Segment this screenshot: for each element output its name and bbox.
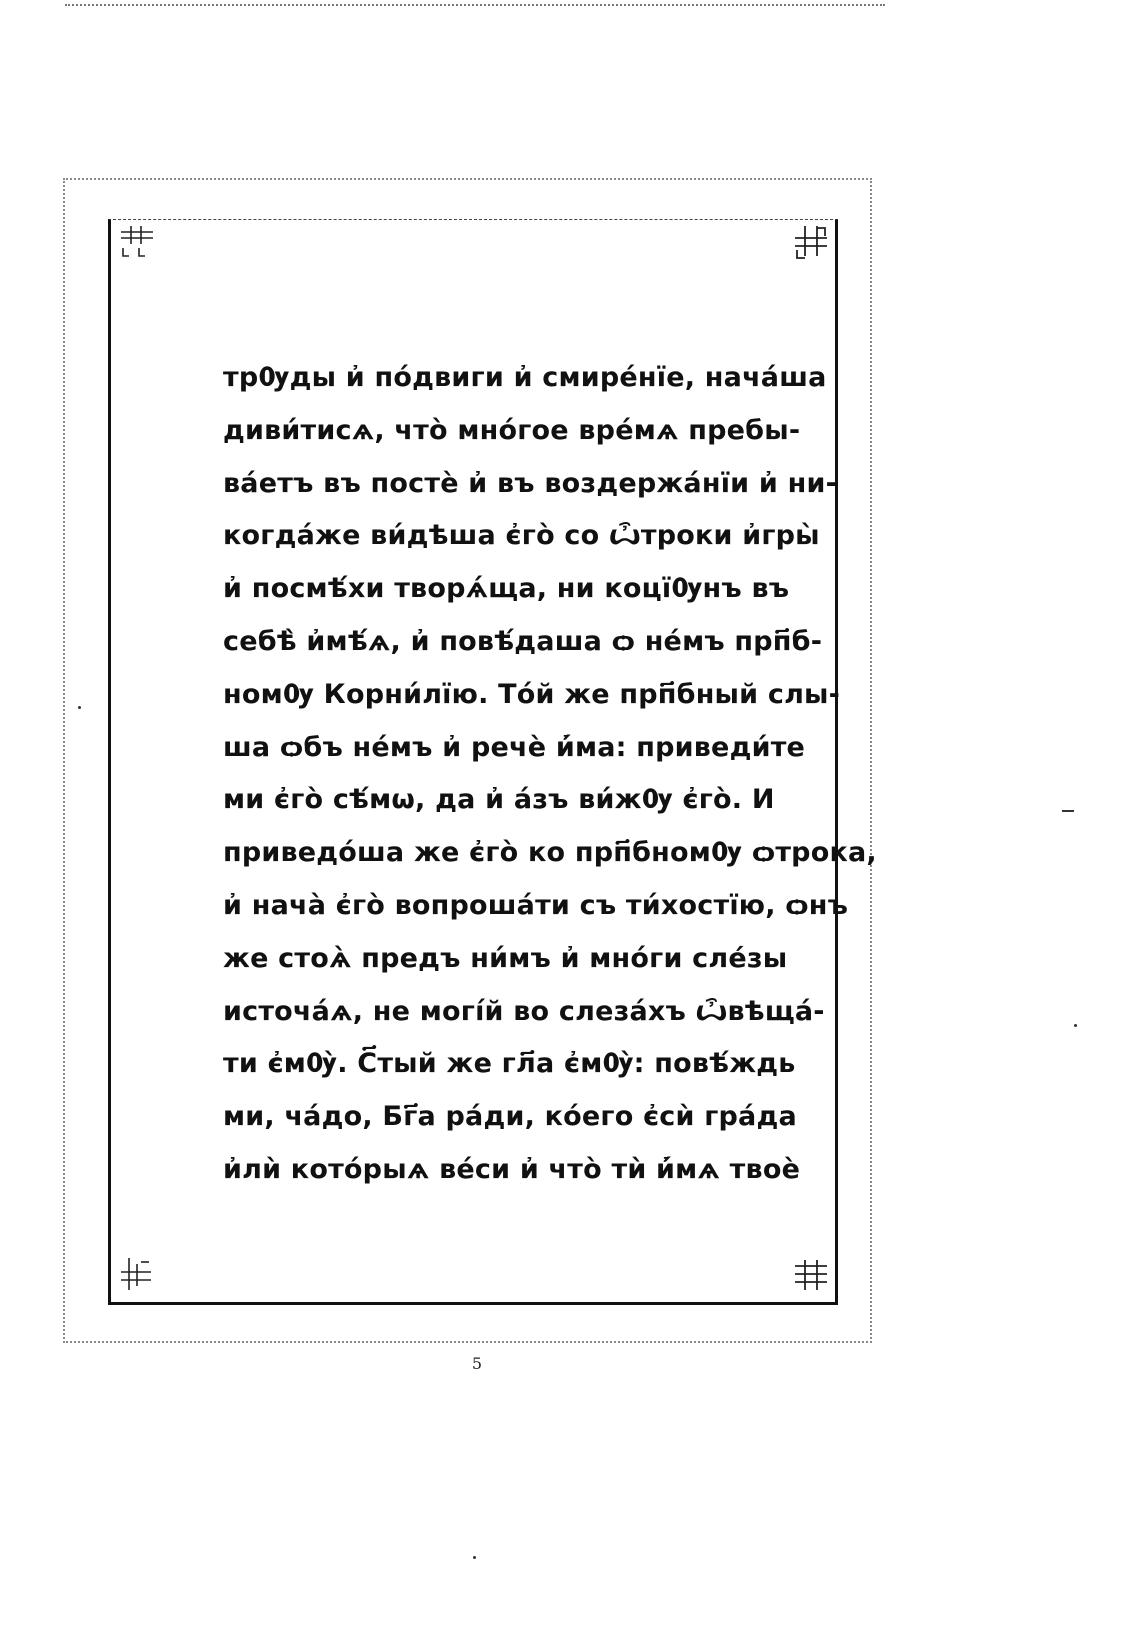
text-line: номѸ Корни́лїю. То́й же прп҃бный слы- [223,678,841,710]
text-line: диви́тисѧ, что̀ мно́гое вре́мѧ пребы- [223,414,801,446]
corner-ornament-top-right [791,222,831,262]
corner-ornament-bottom-right [791,1254,831,1294]
text-line: и҆ посмѣ́хи творѧ́ща, ни коцїѸнъ въ [223,573,790,605]
scan-speck [78,706,81,709]
text-line: себѣ̀ и҆мѣ́ѧ, и҆ повѣ́даша ѻ не́мъ прп҃б- [223,625,823,657]
body-text [223,352,877,1197]
text-line: трѸды и҆ по́двиги и҆ смире́нїе, нача́ша [223,362,827,393]
scan-mark [1062,810,1074,812]
text-line: приведо́ша же є҆го̀ ко прп҃бномѸ ѻтрока, [223,837,877,869]
scan-speck [473,1556,476,1559]
text-plate-frame [108,219,877,1305]
scan-speck [1074,1024,1077,1027]
text-line: когда́же ви́дѣша є҆го̀ со ѽтроки и҆гры̀ [223,520,820,552]
text-line: ти є҆мѸ̀. С҃тый же гл҃а є҆мѸ̀: повѣ́ждь [223,1048,796,1080]
top-scan-artifact [65,0,885,6]
text-line: ми, ча́до, Бг҃а ра́ди, ко́его є҆сѝ гра́да [223,1101,797,1133]
text-line: же стоѧ̀ предъ ни́мъ и҆ мно́ги слéзы [223,942,788,974]
text-line: и҆ нача̀ є҆го̀ вопроша́ти съ ти́хостїю, ѻнъ [223,889,849,921]
page-number: 5 [471,1354,483,1373]
text-line: ша ѻбъ не́мъ и҆ речѐ и҆́ма: приведи́те [223,731,806,763]
text-line: ми є҆го̀ сѣ́мѡ, да и҆ а́зъ ви́жѸ є҆го̀. И [223,784,775,816]
text-line: источа́ѧ, не могі́й во слеза́хъ ѽвѣща́- [223,995,825,1027]
corner-ornament-top-left [117,224,157,264]
corner-ornament-bottom-left [117,1254,157,1294]
text-line: и҆лѝ кото́рыѧ ве́си и҆ что̀ тѝ и҆́мѧ твоѐ [223,1153,801,1185]
text-line: ва́етъ въ постѐ и҆ въ воздержа́нїи и҆ ни- [223,467,837,499]
